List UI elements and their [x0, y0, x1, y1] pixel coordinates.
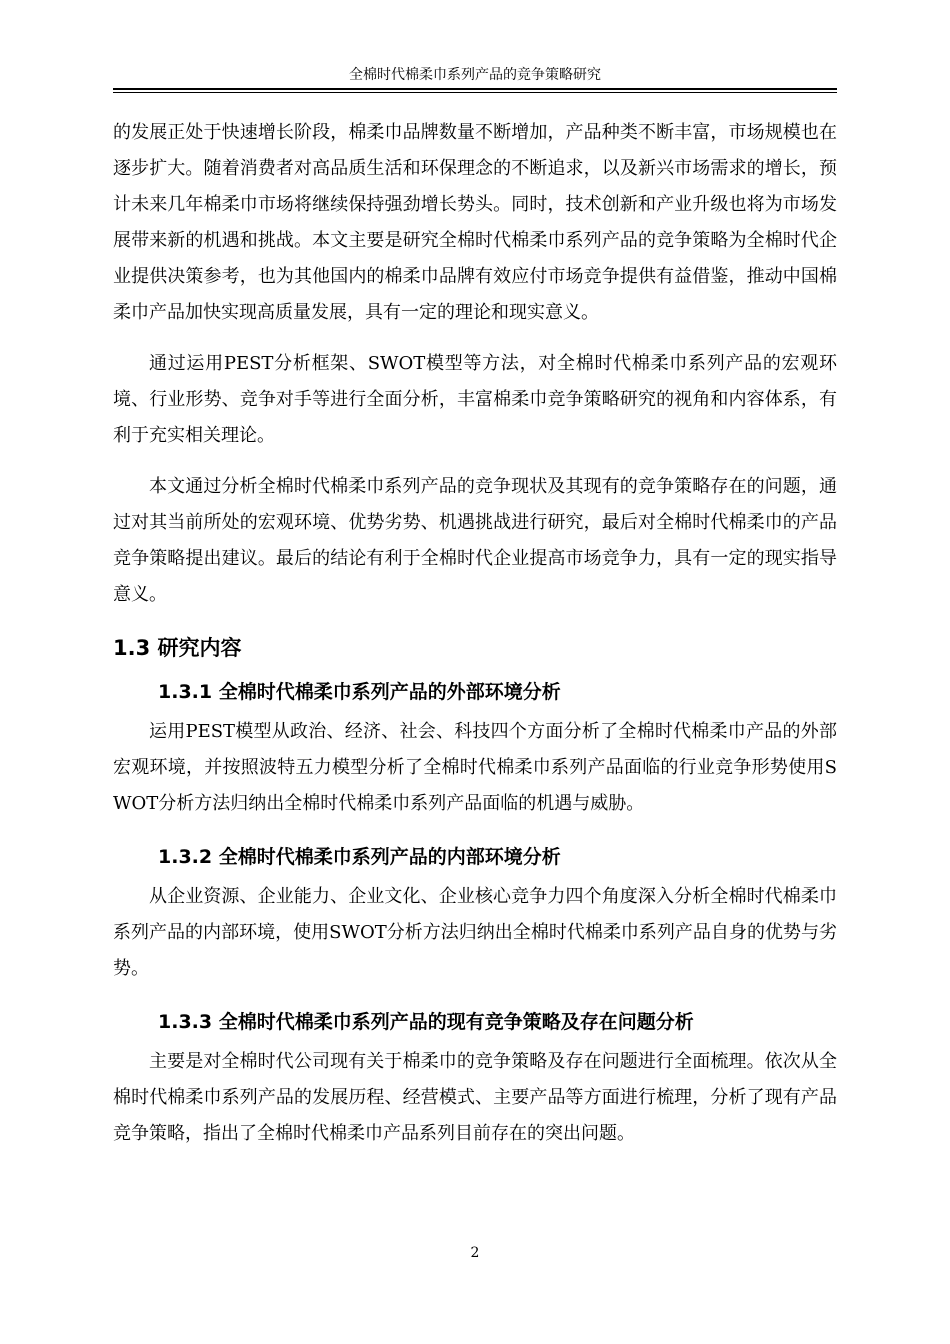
- page-number: 2: [470, 1245, 480, 1261]
- body-paragraph-1: 的发展正处于快速增长阶段，棉柔巾品牌数量不断增加，产品种类不断丰富，市场规模也在逐步扩大。随着消费者对高品质生活和环保理念的不断追求，以及新兴市场需求的增长，预计未来几年棉柔巾市场将继续保持强劲增长势头。同时，技术创新和产业升级也将为市场发展带来新的机遇和挑战。本文主要是研究全棉时代棉柔巾系列产品的竞争策略为全棉时代企业提供决策参考，也为其他国内的棉柔巾品牌有效应付市场竞争提供有益借鉴，推动中国棉柔巾产品加快实现高质量发展，具有一定的理论和现实意义。: [113, 122, 837, 323]
- subsection-heading-1-3-1: 1.3.1 全棉时代棉柔巾系列产品的外部环境分析: [158, 681, 561, 703]
- subsection-heading-1-3-2: 1.3.2 全棉时代棉柔巾系列产品的内部环境分析: [158, 846, 561, 868]
- page-body: [113, 115, 837, 1167]
- header-rule-thin: [113, 92, 837, 93]
- subsection-heading-1-3-3: 1.3.3 全棉时代棉柔巾系列产品的现有竞争策略及存在问题分析: [158, 1011, 694, 1033]
- running-header-title: 全棉时代棉柔巾系列产品的竞争策略研究: [349, 67, 601, 83]
- subsection-paragraph-1-3-3: 主要是对全棉时代公司现有关于棉柔巾的竞争策略及存在问题进行全面梳理。依次从全棉时代棉柔巾系列产品的发展历程、经营模式、主要产品等方面进行梳理，分析了现有产品竞争策略，指出了全棉时代棉柔巾产品系列目前存在的突出问题。: [113, 1051, 837, 1144]
- subsection-paragraph-1-3-1: 运用PEST模型从政治、经济、社会、科技四个方面分析了全棉时代棉柔巾产品的外部宏观环境，并按照波特五力模型分析了全棉时代棉柔巾系列产品面临的行业竞争形势使用SWOT分析方法归纳出全棉时代棉柔巾系列产品面临的机遇与威胁。: [113, 721, 837, 814]
- body-paragraph-2: 通过运用PEST分析框架、SWOT模型等方法，对全棉时代棉柔巾系列产品的宏观环境、行业形势、竞争对手等进行全面分析，丰富棉柔巾竞争策略研究的视角和内容体系，有利于充实相关理论。: [113, 353, 837, 446]
- subsection-paragraph-1-3-2: 从企业资源、企业能力、企业文化、企业核心竞争力四个角度深入分析全棉时代棉柔巾系列产品的内部环境，使用SWOT分析方法归纳出全棉时代棉柔巾系列产品自身的优势与劣势。: [113, 886, 837, 979]
- header-rule-thick: [113, 88, 837, 90]
- body-paragraph-3: 本文通过分析全棉时代棉柔巾系列产品的竞争现状及其现有的竞争策略存在的问题，通过对其当前所处的宏观环境、优势劣势、机遇挑战进行研究，最后对全棉时代棉柔巾的产品竞争策略提出建议。最后的结论有利于全棉时代企业提高市场竞争力，具有一定的现实指导意义。: [113, 476, 837, 605]
- section-heading-1-3: 1.3 研究内容: [113, 636, 242, 660]
